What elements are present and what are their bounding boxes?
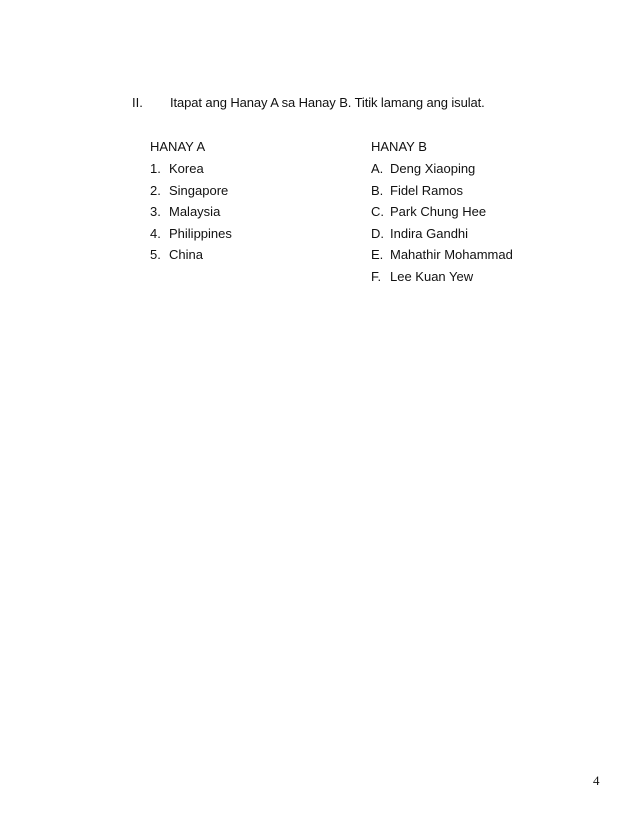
item-text: Fidel Ramos xyxy=(390,182,463,198)
page-number: 4 xyxy=(593,773,600,788)
item-text: Philippines xyxy=(169,225,232,241)
column-a-list xyxy=(150,161,232,269)
item-marker: F. xyxy=(371,268,382,284)
item-text: Deng Xiaoping xyxy=(390,161,476,176)
item-marker: 1. xyxy=(150,161,161,176)
item-marker: 2. xyxy=(150,182,161,198)
item-text: China xyxy=(169,247,203,263)
section-number: II. xyxy=(132,95,143,110)
list-item xyxy=(150,183,232,205)
item-marker: 5. xyxy=(150,247,161,263)
item-text: Park Chung Hee xyxy=(390,204,487,220)
list-item xyxy=(371,183,513,205)
list-item xyxy=(150,161,232,183)
column-b-list xyxy=(371,161,513,291)
list-item xyxy=(371,247,513,269)
item-marker: A. xyxy=(371,161,384,176)
item-marker: B. xyxy=(371,182,384,198)
list-item xyxy=(371,161,513,183)
column-a xyxy=(150,139,232,269)
column-b-heading: HANAY B xyxy=(371,139,427,154)
item-marker: 3. xyxy=(150,204,161,220)
list-item xyxy=(371,269,513,291)
column-b xyxy=(371,139,513,291)
item-marker: E. xyxy=(371,247,384,263)
item-text: Mahathir Mohammad xyxy=(390,247,513,263)
item-marker: C. xyxy=(371,204,384,220)
section-instruction: Itapat ang Hanay A sa Hanay B. Titik lamang ang isulat. xyxy=(170,95,485,110)
item-marker: 4. xyxy=(150,225,161,241)
list-item xyxy=(371,226,513,248)
list-item xyxy=(150,247,232,269)
item-marker: D. xyxy=(371,225,384,241)
item-text: Indira Gandhi xyxy=(390,225,469,241)
list-item xyxy=(371,204,513,226)
item-text: Singapore xyxy=(169,182,229,198)
list-item xyxy=(150,204,232,226)
item-text: Korea xyxy=(169,161,204,176)
list-item xyxy=(150,226,232,248)
item-text: Lee Kuan Yew xyxy=(390,268,474,284)
column-a-heading: HANAY A xyxy=(150,139,206,154)
item-text: Malaysia xyxy=(169,204,221,220)
